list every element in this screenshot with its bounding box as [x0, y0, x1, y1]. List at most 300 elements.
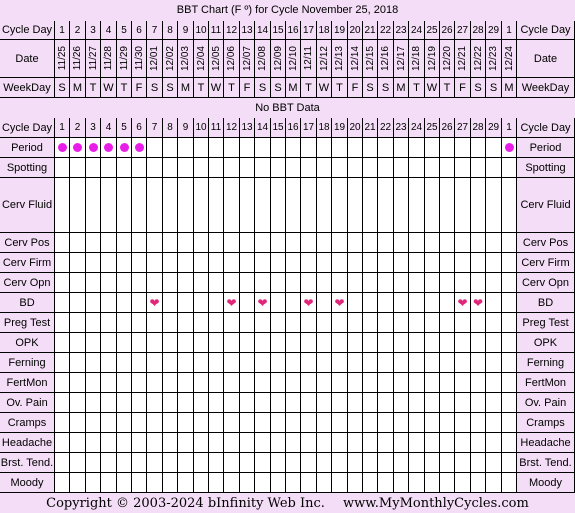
cycle-day-value: 1	[59, 24, 65, 36]
symptom-cell	[378, 333, 394, 353]
symptom-cell	[317, 293, 332, 313]
date-cell	[86, 40, 101, 78]
chart-title: BBT Chart (F º) for Cycle November 25, 2018	[176, 4, 399, 16]
symptom-cell	[455, 273, 471, 293]
symptom-cell	[147, 393, 163, 413]
symptom-cell	[425, 433, 440, 453]
symptom-cell	[409, 158, 425, 178]
symptom-cell	[178, 393, 194, 413]
symptom-cell	[502, 413, 517, 433]
symptom-cell	[348, 313, 363, 333]
symptom-cell	[455, 413, 471, 433]
cycle-day-value: 15	[272, 24, 284, 36]
symptom-cell	[271, 313, 286, 333]
symptom-cell	[317, 233, 332, 253]
cycle-day-lower-cell	[55, 118, 70, 138]
symptom-cell	[178, 158, 194, 178]
symptom-cell	[132, 273, 147, 293]
symptom-cell	[101, 373, 117, 393]
cycle-day-lower-cell	[178, 118, 194, 138]
weekday-cell	[194, 78, 209, 98]
symptom-label-left: Cerv Opn	[0, 273, 55, 293]
symptom-cell	[240, 373, 255, 393]
date-label-right: Date	[517, 40, 575, 78]
cycle-day-value: 18	[318, 24, 330, 36]
symptom-cell	[363, 178, 378, 233]
weekday-value: M	[72, 81, 83, 94]
symptom-cell	[101, 353, 117, 373]
heart-icon: ❤	[472, 295, 484, 310]
symptom-cell	[101, 273, 117, 293]
weekday-value: W	[318, 81, 330, 94]
symptom-cell	[178, 353, 194, 373]
weekday-value: M	[288, 81, 298, 94]
symptom-cell	[455, 353, 471, 373]
symptom-cell	[471, 233, 486, 253]
symptom-cell	[147, 178, 163, 233]
symptom-cell	[132, 233, 147, 253]
cycle-day-lower-cell	[502, 118, 517, 138]
date-cell	[502, 40, 517, 78]
cycle-day-lower-cell	[147, 118, 163, 138]
cycle-day-lower-value: 18	[318, 122, 330, 133]
cycle-day-value: 21	[364, 24, 376, 36]
date-cell	[394, 40, 409, 78]
symptom-cell	[240, 313, 255, 333]
cycle-day-lower-cell	[209, 118, 224, 138]
symptom-cell	[194, 233, 209, 253]
symptom-cell	[286, 373, 301, 393]
symptom-cell	[209, 158, 224, 178]
cycle-day-value: 24	[410, 24, 423, 36]
symptom-cell	[502, 453, 517, 473]
symptom-cell	[486, 293, 502, 313]
symptom-cell	[271, 333, 286, 353]
cycle-day-value: 9	[182, 24, 189, 36]
date-cell	[363, 40, 378, 78]
symptom-cell	[55, 353, 70, 373]
symptom-cell	[271, 138, 286, 158]
symptom-cell	[301, 313, 317, 333]
symptom-cell	[132, 413, 147, 433]
symptom-label-right: Ov. Pain	[517, 393, 575, 413]
symptom-cell	[117, 413, 132, 433]
symptom-cell	[163, 233, 178, 253]
symptom-cell	[117, 353, 132, 373]
cycle-day-lower-value: 5	[121, 122, 127, 133]
cycle-day-lower-value: 11	[210, 122, 222, 133]
symptom-cell	[70, 273, 86, 293]
date-value: 11/28	[103, 46, 114, 71]
symptom-cell	[301, 333, 317, 353]
symptom-label-left: BD	[0, 293, 55, 313]
symptom-cell	[132, 178, 147, 233]
cycle-day-lower-value: 1	[59, 122, 65, 133]
symptom-cell	[486, 373, 502, 393]
cycle-day-value: 7	[151, 24, 158, 36]
symptom-cell	[209, 138, 224, 158]
symptom-cell	[378, 373, 394, 393]
cycle-day-cell	[502, 21, 517, 40]
cycle-day-cell	[440, 21, 455, 40]
cycle-day-cell	[301, 21, 317, 40]
cycle-day-lower-cell	[363, 118, 378, 138]
symptom-cell	[101, 393, 117, 413]
symptom-cell	[486, 233, 502, 253]
cycle-day-cell	[271, 21, 286, 40]
symptom-label-left: Cerv Firm	[0, 253, 55, 273]
symptom-label-right: Cerv Pos	[517, 233, 575, 253]
site-link[interactable]: www.MyMonthlyCycles.com	[342, 496, 529, 511]
symptom-cell	[486, 353, 502, 373]
symptom-cell	[70, 433, 86, 453]
symptom-cell	[271, 233, 286, 253]
symptom-cell	[70, 373, 86, 393]
symptom-cell	[86, 353, 101, 373]
symptom-cell	[147, 473, 163, 493]
symptom-cell	[502, 138, 517, 158]
symptom-cell	[332, 453, 348, 473]
symptom-cell	[209, 293, 224, 313]
weekday-cell	[332, 78, 348, 98]
cycle-day-lower-value: 21	[364, 122, 376, 133]
symptom-cell	[55, 158, 70, 178]
weekday-cell	[55, 78, 70, 98]
cycle-day-cell	[255, 21, 271, 40]
symptom-cell	[117, 393, 132, 413]
cycle-day-lower-value: 10	[195, 122, 207, 133]
cycle-day-lower-value: 24	[410, 122, 423, 133]
symptom-cell	[471, 293, 486, 313]
symptom-label-left: Preg Test	[0, 313, 55, 333]
date-cell	[440, 40, 455, 78]
symptom-cell	[332, 313, 348, 333]
symptom-cell	[55, 433, 70, 453]
heart-icon: ❤	[149, 295, 160, 310]
date-value: 12/20	[441, 45, 453, 72]
cycle-day-lower-value: 3	[90, 122, 96, 133]
symptom-cell	[132, 473, 147, 493]
cycle-day-lower-cell	[348, 118, 363, 138]
symptom-cell	[301, 293, 317, 313]
cycle-day-cell	[55, 21, 70, 40]
weekday-cell	[163, 78, 178, 98]
date-cell	[286, 40, 301, 78]
symptom-cell	[394, 273, 409, 293]
symptom-cell	[117, 138, 132, 158]
cycle-day-lower-value: 19	[333, 122, 346, 133]
symptom-cell	[86, 413, 101, 433]
cycle-day-value: 28	[472, 24, 484, 36]
symptom-cell	[363, 253, 378, 273]
cycle-day-cell	[240, 21, 255, 40]
symptom-label-left: OPK	[0, 333, 55, 353]
cycle-day-lower-cell	[255, 118, 271, 138]
date-value: 12/12	[318, 45, 330, 72]
date-cell	[378, 40, 394, 78]
symptom-cell	[409, 138, 425, 158]
symptom-cell	[363, 313, 378, 333]
date-cell	[317, 40, 332, 78]
symptom-cell	[224, 158, 240, 178]
symptom-cell	[286, 138, 301, 158]
symptom-cell	[363, 158, 378, 178]
cycle-day-value: 19	[333, 24, 346, 36]
symptom-cell	[86, 373, 101, 393]
symptom-cell	[209, 253, 224, 273]
symptom-cell	[348, 473, 363, 493]
date-cell	[132, 40, 147, 78]
symptom-cell	[394, 158, 409, 178]
cycle-day-value: 22	[379, 24, 392, 36]
symptom-cell	[209, 313, 224, 333]
symptom-cell	[455, 453, 471, 473]
cycle-day-label-right: Cycle Day	[517, 21, 575, 40]
symptom-cell	[332, 233, 348, 253]
symptom-cell	[363, 138, 378, 158]
symptom-cell	[194, 293, 209, 313]
symptom-cell	[317, 373, 332, 393]
symptom-cell	[440, 253, 455, 273]
symptom-cell	[394, 253, 409, 273]
symptom-cell	[394, 473, 409, 493]
symptom-cell	[178, 453, 194, 473]
date-value: 11/25	[56, 46, 68, 71]
symptom-label-left: Cerv Pos	[0, 233, 55, 253]
symptom-cell	[117, 178, 132, 233]
symptom-label-right: OPK	[517, 333, 575, 353]
symptom-cell	[425, 138, 440, 158]
date-value: 12/09	[272, 45, 284, 72]
symptom-cell	[440, 233, 455, 253]
cycle-day-lower-cell	[394, 118, 409, 138]
symptom-cell	[240, 353, 255, 373]
symptom-cell	[301, 473, 317, 493]
symptom-cell	[255, 453, 271, 473]
date-value: 12/02	[164, 45, 176, 72]
symptom-cell	[271, 158, 286, 178]
symptom-cell	[409, 453, 425, 473]
symptom-cell	[55, 233, 70, 253]
symptom-cell	[55, 413, 70, 433]
symptom-cell	[117, 473, 132, 493]
symptom-cell	[147, 293, 163, 313]
weekday-value: T	[305, 81, 312, 94]
symptom-cell	[209, 333, 224, 353]
cycle-day-lower-value: 27	[456, 122, 469, 133]
symptom-label-right: Ferning	[517, 353, 575, 373]
symptom-cell	[440, 333, 455, 353]
symptom-cell	[286, 178, 301, 233]
cycle-day-value: 29	[487, 24, 500, 36]
symptom-label-right: BD	[517, 293, 575, 313]
symptom-cell	[455, 373, 471, 393]
weekday-value: S	[58, 81, 66, 94]
symptom-cell	[194, 453, 209, 473]
symptom-cell	[332, 138, 348, 158]
weekday-cell	[348, 78, 363, 98]
symptom-cell	[455, 233, 471, 253]
symptom-cell	[409, 233, 425, 253]
symptom-cell	[194, 333, 209, 353]
symptom-cell	[209, 353, 224, 373]
symptom-cell	[317, 138, 332, 158]
symptom-cell	[455, 178, 471, 233]
symptom-cell	[132, 158, 147, 178]
cycle-day-lower-value: 16	[287, 122, 299, 133]
weekday-cell	[271, 78, 286, 98]
symptom-cell	[363, 353, 378, 373]
cycle-day-lower-value: 23	[395, 122, 407, 133]
date-cell	[240, 40, 255, 78]
symptom-cell	[86, 233, 101, 253]
weekday-cell	[394, 78, 409, 98]
symptom-cell	[301, 413, 317, 433]
symptom-cell	[194, 138, 209, 158]
weekday-value: T	[443, 81, 451, 94]
symptom-cell	[101, 473, 117, 493]
date-value: 12/16	[380, 45, 391, 72]
symptom-cell	[348, 333, 363, 353]
symptom-cell	[409, 353, 425, 373]
cycle-day-lower-cell	[224, 118, 240, 138]
symptom-cell	[117, 453, 132, 473]
symptom-cell	[502, 233, 517, 253]
cycle-day-cell	[194, 21, 209, 40]
symptom-cell	[440, 453, 455, 473]
weekday-value: T	[120, 81, 128, 94]
cycle-day-lower-value: 29	[487, 122, 500, 133]
cycle-day-value: 17	[302, 24, 315, 36]
date-cell	[301, 40, 317, 78]
symptom-cell	[286, 433, 301, 453]
weekday-label-right: WeekDay	[517, 78, 575, 98]
cycle-day-lower-cell	[132, 118, 147, 138]
weekday-cell	[101, 78, 117, 98]
cycle-day-cell	[363, 21, 378, 40]
weekday-cell	[363, 78, 378, 98]
symptom-cell	[55, 373, 70, 393]
symptom-cell	[255, 433, 271, 453]
cycle-day-lower-value: 26	[441, 122, 453, 133]
symptom-cell	[163, 158, 178, 178]
symptom-cell	[255, 138, 271, 158]
symptom-label-right: Period	[517, 138, 575, 158]
date-cell	[271, 40, 286, 78]
symptom-cell	[425, 313, 440, 333]
weekday-cell	[409, 78, 425, 98]
period-dot-icon	[58, 143, 67, 152]
symptom-cell	[163, 433, 178, 453]
symptom-cell	[240, 233, 255, 253]
cycle-day-lower-cell	[332, 118, 348, 138]
cycle-day-cell	[486, 21, 502, 40]
symptom-cell	[394, 433, 409, 453]
symptom-cell	[101, 413, 117, 433]
symptom-cell	[70, 233, 86, 253]
cycle-day-lower-value: 9	[182, 122, 189, 133]
symptom-cell	[378, 453, 394, 473]
period-dot-icon	[104, 143, 113, 152]
date-value: 12/15	[364, 45, 376, 72]
date-value: 11/29	[118, 46, 130, 71]
symptom-cell	[286, 333, 301, 353]
symptom-cell	[378, 313, 394, 333]
symptom-cell	[271, 253, 286, 273]
symptom-cell	[440, 178, 455, 233]
symptom-cell	[363, 433, 378, 453]
symptom-cell	[178, 313, 194, 333]
weekday-cell	[486, 78, 502, 98]
symptom-cell	[363, 273, 378, 293]
symptom-cell	[455, 313, 471, 333]
weekday-cell	[86, 78, 101, 98]
period-dot-icon	[89, 143, 98, 152]
symptom-cell	[425, 333, 440, 353]
weekday-cell	[471, 78, 486, 98]
symptom-cell	[163, 393, 178, 413]
symptom-cell	[378, 473, 394, 493]
symptom-cell	[101, 333, 117, 353]
cycle-day-cell	[163, 21, 178, 40]
symptom-cell	[70, 158, 86, 178]
symptom-cell	[55, 333, 70, 353]
symptom-cell	[394, 313, 409, 333]
symptom-cell	[348, 233, 363, 253]
symptom-cell	[132, 138, 147, 158]
symptom-cell	[502, 373, 517, 393]
weekday-value: M	[504, 81, 514, 94]
symptom-cell	[486, 158, 502, 178]
symptom-cell	[271, 178, 286, 233]
cycle-day-value: 14	[256, 24, 269, 36]
symptom-cell	[502, 293, 517, 313]
symptom-cell	[301, 433, 317, 453]
symptom-label-left: Spotting	[0, 158, 55, 178]
symptom-cell	[70, 413, 86, 433]
symptom-cell	[194, 313, 209, 333]
symptom-cell	[455, 253, 471, 273]
symptom-cell	[425, 293, 440, 313]
symptom-cell	[317, 273, 332, 293]
symptom-cell	[378, 413, 394, 433]
period-dot-icon	[505, 143, 514, 152]
date-value: 11/26	[72, 46, 83, 71]
symptom-cell	[486, 473, 502, 493]
symptom-cell	[455, 158, 471, 178]
symptom-cell	[455, 473, 471, 493]
symptom-cell	[425, 393, 440, 413]
symptom-cell	[132, 373, 147, 393]
symptom-cell	[209, 273, 224, 293]
period-dot-icon	[73, 143, 82, 152]
symptom-cell	[55, 473, 70, 493]
symptom-cell	[271, 433, 286, 453]
weekday-value: T	[228, 81, 235, 94]
symptom-cell	[117, 273, 132, 293]
symptom-cell	[70, 253, 86, 273]
symptom-cell	[332, 413, 348, 433]
cycle-day-cell	[409, 21, 425, 40]
symptom-cell	[240, 293, 255, 313]
symptom-cell	[224, 293, 240, 313]
symptom-cell	[440, 433, 455, 453]
symptom-cell	[486, 313, 502, 333]
symptom-cell	[117, 433, 132, 453]
symptom-cell	[455, 293, 471, 313]
symptom-cell	[209, 178, 224, 233]
cycle-day-cell	[332, 21, 348, 40]
